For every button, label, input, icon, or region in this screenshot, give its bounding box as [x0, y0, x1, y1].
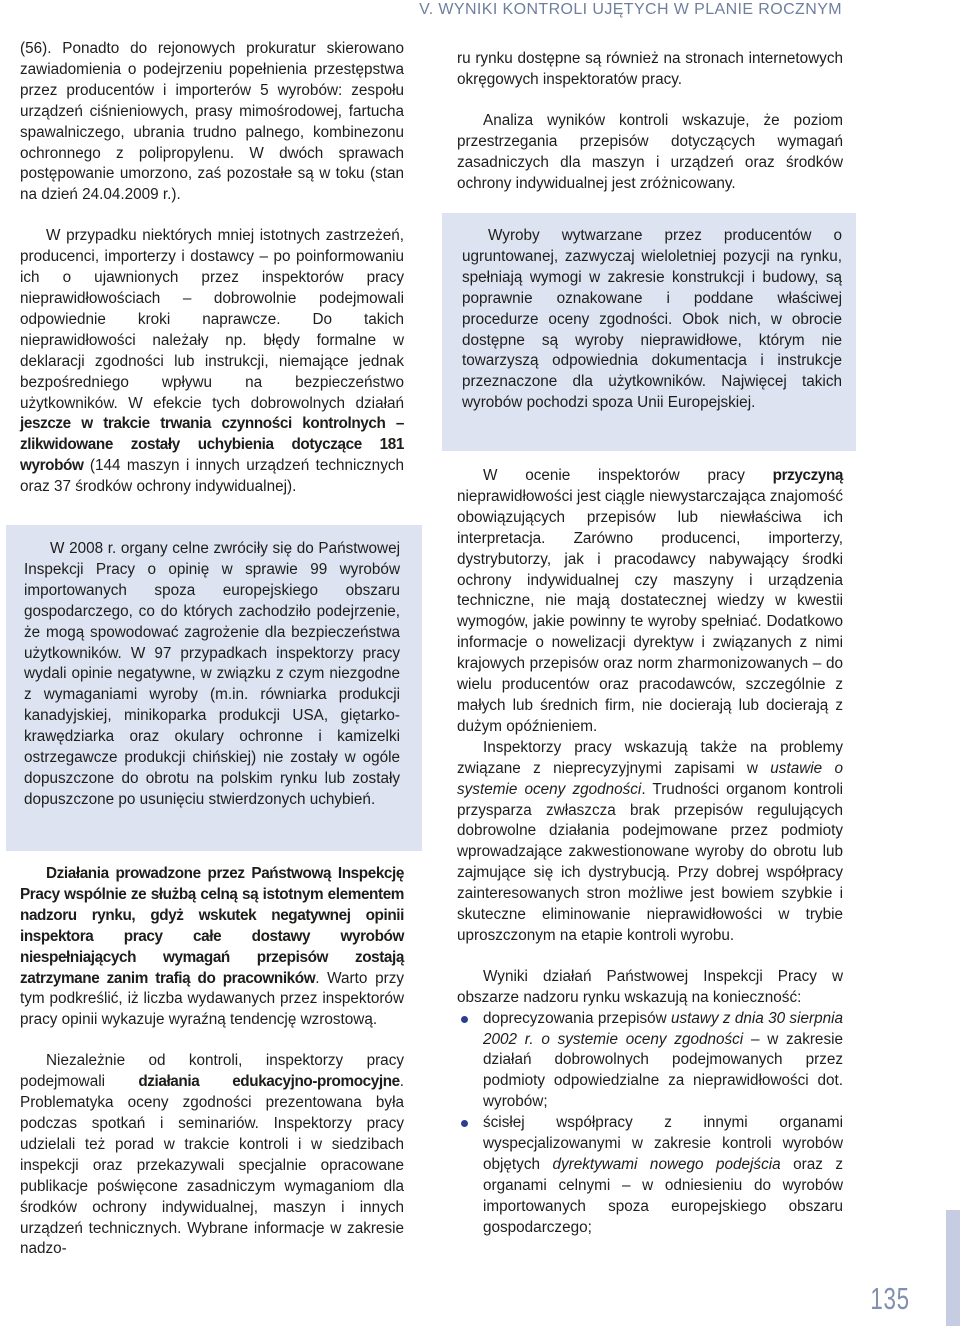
bold-text: działania edukacyjno-promocyjne: [138, 1073, 400, 1091]
paragraph-problems: [457, 738, 843, 947]
paragraph-online-info: ru rynku dostępne są również na stronach internetowych okręgowych inspektoratów pracy.: [457, 50, 843, 88]
italic-text: ustawy z dnia 30 sierpnia 2002 r. o systemie oceny zgodności: [483, 1009, 843, 1048]
highlight-box-customs: [6, 525, 422, 851]
bold-text: Działania prowadzone przez Państwową Inspekcję Pracy wspólnie ze służbą celną są istotnym elementem nadzoru rynku, gdyż wskutek negatywnej opinii inspektora pracy całe dostawy wyrobów niespełniających wymagań przepisów zostają zatrzymane zanim trafią do pracowników: [20, 865, 404, 987]
right-column-lower: [457, 466, 843, 1239]
text: . Problematyka oceny zgodności prezentowana była podczas spotkań i seminariów. Inspektorzy pracy udzielali też porad w trakcie kontroli i w siedzibach inspekcji oraz przekazywali specjalnie opracowane publikacje poświęcone zasadniczym wymaganiom dla środków ochrony indywidualnej, maszyn i innych urządzeń technicznych. Wybrane informacje w zakresie nadzo-: [20, 1073, 405, 1258]
paragraph-analysis: Analiza wyników kontroli wskazuje, że poziom przestrzegania przepisów dotyczących wymagań zasadniczych dla maszyn i urządzeń oraz środków ochrony indywidualnej jest zróżnicowany.: [457, 111, 843, 192]
text: W przypadku niektórych mniej istotnych zastrzeżeń, producenci, importerzy i dostawcy – po poinformowaniu ich o ujawnionych przez inspektorów pracy nieprawidłowościach – dobrowolnie podejmowali odpowiednie kroki naprawcze. Do takich nieprawidłowości należały np. błędy formalne w deklaracji zgodności lub instrukcji, niemające jednak bezpośredniego wpływu na bezpieczeństwo użytkowników. W efekcie tych dobrowolnych działań: [20, 227, 404, 412]
text: – w zakresie działań dobrowolnych podejmowanych przez podmioty odpowiedzialne za nieprawidłowości dot. wyrobów;: [483, 1030, 843, 1111]
left-column: [20, 39, 404, 498]
conclusions-list: [457, 1009, 843, 1239]
text: Niezależnie od kontroli, inspektorzy pracy podejmowali: [20, 1052, 404, 1091]
italic-text: ustawie o systemie oceny zgodności: [457, 759, 844, 798]
right-column: [457, 49, 843, 194]
text: doprecyzowania przepisów: [483, 1009, 672, 1027]
paragraph-customs-cooperation: [20, 864, 404, 1031]
paragraph-voluntary-corrections: [20, 226, 404, 498]
running-header: V. WYNIKI KONTROLI UJĘTYCH W PLANIE ROCZNYM: [419, 1, 842, 18]
left-column-lower: [20, 864, 404, 1260]
box-text: W 2008 r. organy celne zwróciły się do Państwowej Inspekcji Pracy o opinię w sprawie 99 wyrobów importowanych spoza europejskiego obszaru gospodarczego, co do których zachodziło podejrzenie, że mogą spowodować zagrożenie dla bezpieczeństwa użytkowników. W 97 przypadkach inspektorzy pracy wydali opinie negatywne, w związku z czym niezgodne z wymaganiami wyroby (m.in. równiarka produkcji kanadyjskiej, minikoparka produkcji USA, giętarko-krawędziarka oraz okulary ochronne i kamizelki ostrzegawcze produkcji chińskiej) nie zostały w ogóle dopuszczone do obrotu na polskim rynku lub zostały dopuszczone po usunięciu stwierdzonych uchybień.: [24, 540, 400, 808]
paragraph-cause: [457, 466, 843, 738]
list-item: [457, 1113, 843, 1238]
page-number: 135: [870, 1281, 910, 1316]
bold-text: jeszcze w trakcie trwania czynności kontrolnych – zlikwidowane zostały uchybienia dotyczące 181 wyrobów: [20, 415, 404, 475]
text: oraz z organami celnymi – w odniesieniu do wyrobów importowanych spoza europejskiego obszaru gospodarczego;: [483, 1156, 843, 1236]
bold-text: przyczyną: [772, 467, 843, 484]
paragraph-prosecution: (56). Ponadto do rejonowych prokuratur skierowano zawiadomienia o podejrzeniu popełnienia przestępstwa przez producentów i importerów 5 wyrobów: zespołu urządzeń ciśnieniowych, prasy mimośrodowej, fartucha spawalniczego, ubrania trudno palnego, kombinezonu ochronnego z polipropylenu. W dwóch sprawach postępowanie umorzono, zaś pozostałe są w toku (stan na dzień 24.04.2009 r.).: [20, 40, 404, 204]
text: W ocenie inspektorów pracy: [483, 467, 773, 484]
text: nieprawidłowości jest ciągle niewystarczająca znajomość obowiązujących przepisów lub niewłaściwa ich interpretacja. Zarówno producenci, importerzy, dystrybutorzy, jak i pracodawcy nabywający środki ochrony indywidualnej czy maszyny i urządzenia techniczne, nie mają dostatecznej wiedzy w kwestii wymogów, jakie powinny te wyroby spełniać. Dodatkowo informacje o nowelizacji dyrektyw i związanych z nimi krajowych przepisów oraz norm zharmonizowanych – do wielu producentów oraz pracodawców, szczególnie z małych lub średnich firm, nie docierają lub docierają z dużym opóźnieniem.: [457, 487, 843, 735]
text: (144 maszyn i innych urządzeń technicznych oraz 37 środków ochrony indywidualnej).: [20, 457, 404, 496]
bullet-icon: [461, 1120, 468, 1127]
page-edge-bar: [946, 1210, 960, 1326]
italic-text: dyrektywami nowego podejścia: [552, 1156, 781, 1173]
highlight-box-products: [442, 213, 856, 451]
text: Inspektorzy pracy wskazują także na problemy związane z nieprecyzyjnymi zapisami w: [457, 738, 843, 777]
paragraph-conclusions: Wyniki działań Państwowej Inspekcji Pracy w obszarze nadzoru rynku wskazują na konieczność:: [457, 967, 843, 1006]
text: . Warto przy tym podkreślić, iż liczba wydawanych przez inspektorów pracy opinii wykazuje wyraźną tendencję wzrostową.: [20, 969, 404, 1029]
list-item: [457, 1009, 843, 1114]
bullet-icon: [461, 1016, 468, 1023]
text: . Trudności organom kontroli przysparza zwłaszcza brak przepisów regulujących dobrowolne działania podejmowane przez podmioty wprowadzające zakwestionowane wyroby do obrotu lub zajmujące się ich dystrybucją. Przy dobrej współpracy zainteresowanych stron możliwe jest bowiem szybkie i skuteczne eliminowanie nieprawidłowości w trybie uproszczonym na etapie kontroli wyrobu.: [457, 780, 843, 944]
text: ścisłej współpracy z innymi organami wyspecjalizowanymi w zakresie kontroli wyrobów objętych: [483, 1114, 843, 1173]
box-text: Wyroby wytwarzane przez producentów o ugruntowanej, zazwyczaj wieloletniej pozycji na rynku, spełniają wymogi w zakresie konstrukcji i budowy, są poprawnie oznakowane i poddane właściwej procedurze oceny zgodności. Obok nich, w obrocie dostępne są wyroby nieprawidłowe, którym nie towarzyszą odpowiednia dokumentacja i instrukcje przeznaczone dla użytkowników. Najwięcej takich wyrobów pochodzi spoza Unii Europejskiej.: [462, 227, 842, 412]
paragraph-education: [20, 1051, 404, 1260]
